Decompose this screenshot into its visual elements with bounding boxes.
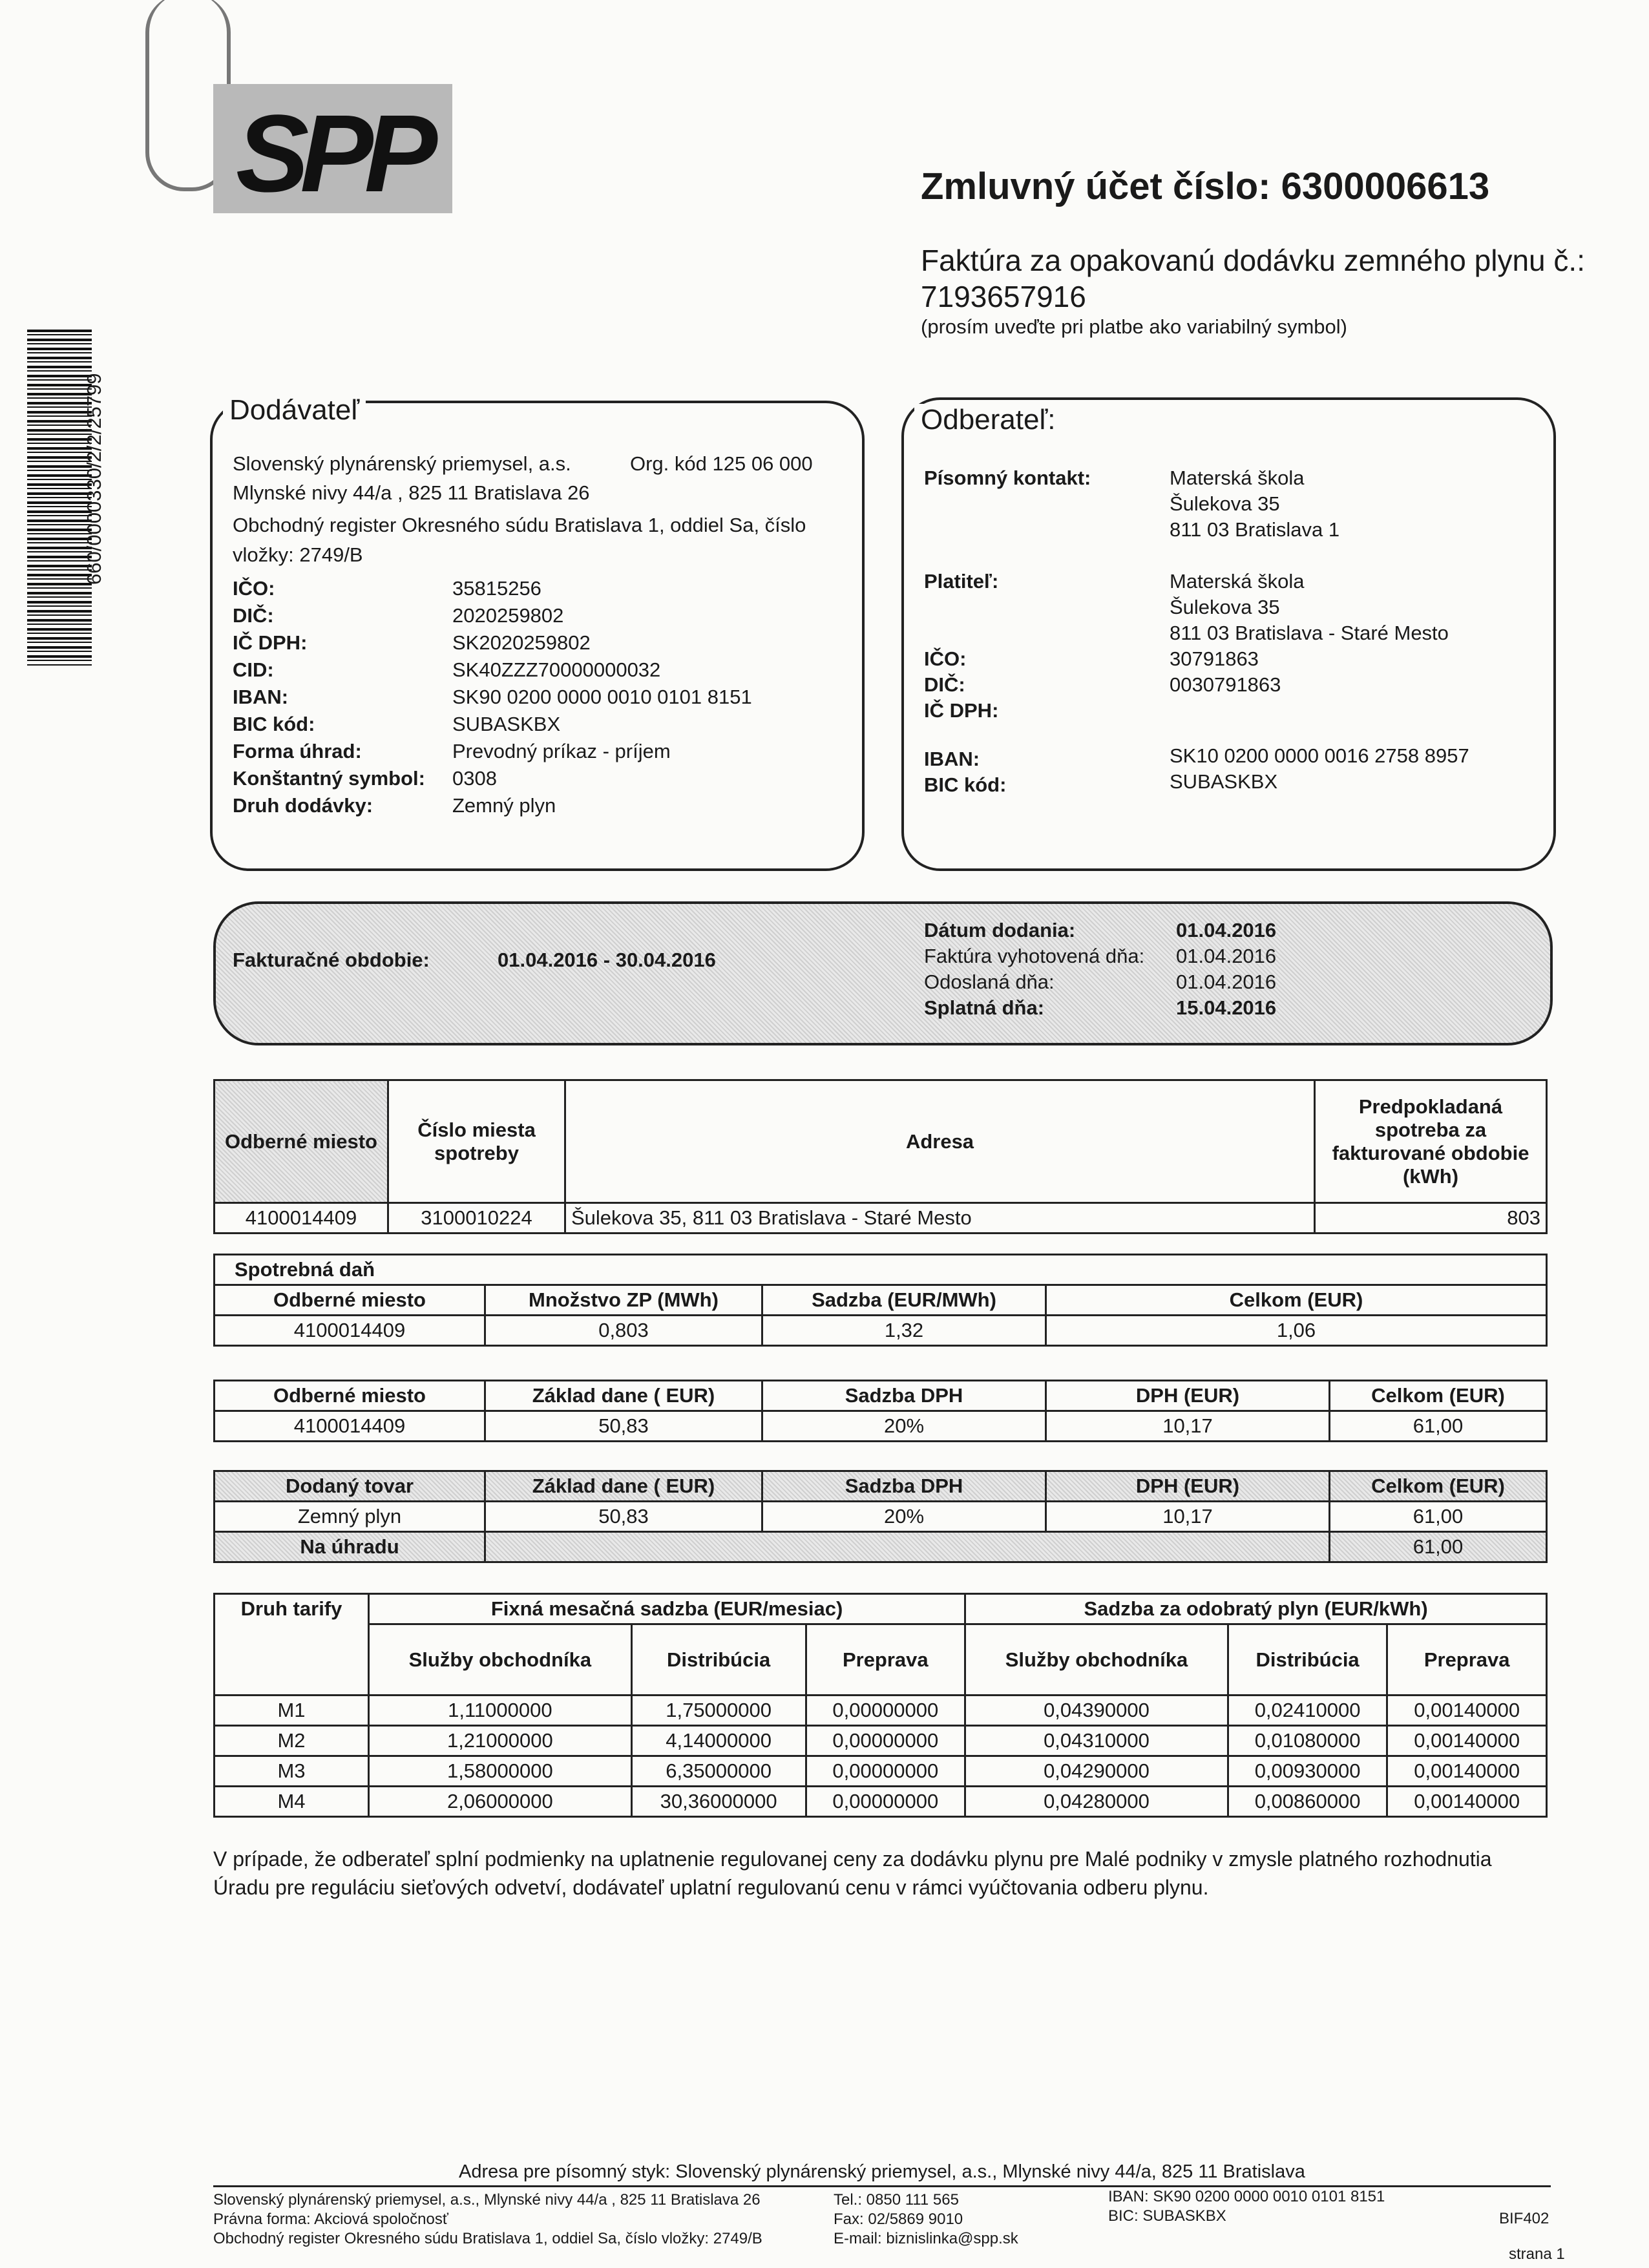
table-row: M1 1,11000000 1,75000000 0,00000000 0,04390000 0,02410000 0,00140000	[215, 1696, 1547, 1726]
table-cell: 0,803	[485, 1316, 762, 1346]
payer-label: Platiteľ:	[924, 570, 999, 593]
regulation-note: V prípade, že odberateľ splní podmienky na uplatnenie regulovanej ceny za dodávku plynu pre Malé podniky v zmysle platného rozhodnutia Úradu pre reguláciu sieťových odvetví, dodávateľ uplatní regulovanú cenu v rámci vyúčtovania odberu plynu.	[213, 1847, 1492, 1899]
table-cell: 10,17	[1046, 1411, 1330, 1442]
table-cell: 61,00	[1330, 1411, 1547, 1442]
table-row: M4 2,06000000 30,36000000 0,00000000 0,04280000 0,00860000 0,00140000	[215, 1787, 1547, 1817]
tariff-table	[213, 1593, 1548, 1818]
supplier-fields	[233, 575, 752, 819]
table-cell: 4100014409	[215, 1316, 485, 1346]
table-cell: Šulekova 35, 811 03 Bratislava - Staré Mesto	[565, 1203, 1315, 1234]
period-box	[213, 901, 1553, 1045]
supplier-heading: Dodávateľ	[223, 394, 366, 426]
sub-header: Preprava	[1387, 1624, 1547, 1696]
vat-table	[213, 1380, 1548, 1442]
payer-lines: Materská škola Šulekova 35 811 03 Bratislava - Staré Mesto 30791863 0030791863	[1170, 570, 1449, 696]
spp-logo: SPP	[213, 84, 452, 213]
total-label: Na úhradu	[215, 1532, 485, 1562]
supplier-name: Slovenský plynárenský priemysel, a.s.	[233, 452, 571, 475]
group-header: Sadzba za odobratý plyn (EUR/kWh)	[965, 1594, 1547, 1624]
customer-bank-values: SK10 0200 0000 0016 2758 8957 SUBASKBX	[1170, 744, 1469, 793]
col-header: Základ dane ( EUR)	[485, 1471, 762, 1502]
col-header: Odberné miesto	[215, 1285, 485, 1316]
footer-contact: Tel.: 0850 111 565 Fax: 02/5869 9010 E-mail: biznislinka@spp.sk	[834, 2191, 1018, 2247]
col-header: Dodaný tovar	[215, 1471, 485, 1502]
col-header: Odberné miesto	[215, 1080, 388, 1203]
table-cell: 4100014409	[215, 1411, 485, 1442]
customer-heading: Odberateľ:	[914, 404, 1062, 436]
supplier-field: BIC kód: SUBASKBX	[233, 713, 561, 735]
col-header: Základ dane ( EUR)	[485, 1381, 762, 1411]
col-header: Sadzba DPH	[762, 1381, 1046, 1411]
col-header: Adresa	[565, 1080, 1315, 1203]
customer-bank-labels: IBAN: BIC kód:	[924, 748, 1007, 796]
col-header: Celkom (EUR)	[1046, 1285, 1547, 1316]
table-cell: 1,32	[762, 1316, 1046, 1346]
footer-company: Slovenský plynárenský priemysel, a.s., Mlynské nivy 44/a , 825 11 Bratislava 26 Právna forma: Akciová spoločnosť Obchodný register Okresného súdu Bratislava 1, oddiel Sa, číslo vložky: 2749/B	[213, 2191, 762, 2247]
total-value: 61,00	[1330, 1532, 1547, 1562]
table-cell: 50,83	[485, 1411, 762, 1442]
footer-code: BIF402	[1499, 2210, 1549, 2227]
goods-table	[213, 1470, 1548, 1563]
supplier-register: Obchodný register Okresného súdu Bratislava 1, oddiel Sa, číslo vložky: 2749/B	[233, 514, 806, 566]
period-dates: Dátum dodania: 01.04.2016 Faktúra vyhotovená dňa: 01.04.2016 Odoslaná dňa: 01.04.2016 Splatná dňa: 15.04.2016	[924, 919, 1277, 1019]
table-row: M3 1,58000000 6,35000000 0,00000000 0,04290000 0,00930000 0,00140000	[215, 1756, 1547, 1787]
sub-header: Služby obchodníka	[369, 1624, 632, 1696]
col-header: Celkom (EUR)	[1330, 1381, 1547, 1411]
table-cell: 10,17	[1046, 1502, 1330, 1532]
col-header: DPH (EUR)	[1046, 1381, 1330, 1411]
table-cell: 61,00	[1330, 1502, 1547, 1532]
table-cell: 803	[1315, 1203, 1547, 1234]
sub-header: Distribúcia	[1228, 1624, 1387, 1696]
excise-title: Spotrebná daň	[215, 1255, 1547, 1285]
supplier-field: DIČ: 2020259802	[233, 604, 564, 627]
col-header: Druh tarify	[215, 1594, 369, 1696]
account-number-title: Zmluvný účet číslo: 6300006613	[921, 165, 1490, 207]
excise-table	[213, 1254, 1548, 1347]
col-header: Množstvo ZP (MWh)	[485, 1285, 762, 1316]
table-cell: 20%	[762, 1502, 1046, 1532]
contact-label: Písomný kontakt:	[924, 467, 1091, 489]
footer-bank: IBAN: SK90 0200 0000 0010 0101 8151 BIC: SUBASKBX	[1108, 2188, 1385, 2225]
col-header: Predpokladaná spotreba za fakturované obdobie (kWh)	[1315, 1080, 1547, 1203]
supplier-field: Forma úhrad: Prevodný príkaz - príjem	[233, 740, 671, 762]
table-row: M2 1,21000000 4,14000000 0,00000000 0,04310000 0,01080000 0,00140000	[215, 1726, 1547, 1756]
col-header: DPH (EUR)	[1046, 1471, 1330, 1502]
period-label: Fakturačné obdobie:	[233, 949, 430, 971]
supplier-field: IBAN: SK90 0200 0000 0010 0101 8151	[233, 686, 752, 708]
supplier-field: CID: SK40ZZZ70000000032	[233, 658, 661, 681]
col-header: Celkom (EUR)	[1330, 1471, 1547, 1502]
side-code: 660/0000330/2/2/25799	[83, 373, 105, 585]
supplier-field: Druh dodávky: Zemný plyn	[233, 794, 556, 817]
supplier-org: Org. kód 125 06 000	[630, 452, 813, 475]
col-header: Odberné miesto	[215, 1381, 485, 1411]
page-number: strana 1	[1509, 2245, 1565, 2263]
table-cell: Zemný plyn	[215, 1502, 485, 1532]
supplier-field: IČO: 35815256	[233, 577, 541, 600]
table-cell: 4100014409	[215, 1203, 388, 1234]
consumption-table	[213, 1079, 1548, 1234]
col-header: Sadzba DPH	[762, 1471, 1046, 1502]
contact-lines: Materská škola Šulekova 35 811 03 Bratislava 1	[1170, 467, 1340, 541]
period-value: 01.04.2016 - 30.04.2016	[498, 949, 716, 971]
group-header: Fixná mesačná sadzba (EUR/mesiac)	[369, 1594, 965, 1624]
table-cell: 3100010224	[388, 1203, 565, 1234]
supplier-field: IČ DPH: SK2020259802	[233, 631, 591, 654]
table-cell: 1,06	[1046, 1316, 1547, 1346]
col-header: Sadzba (EUR/MWh)	[762, 1285, 1046, 1316]
variable-symbol-note: (prosím uveďte pri platbe ako variabilný symbol)	[921, 315, 1347, 338]
table-cell: 50,83	[485, 1502, 762, 1532]
barcode	[27, 330, 92, 666]
invoice-subtitle: Faktúra za opakovanú dodávku zemného plynu č.: 7193657916	[921, 244, 1585, 313]
sub-header: Služby obchodníka	[965, 1624, 1228, 1696]
table-cell: 20%	[762, 1411, 1046, 1442]
supplier-address: Mlynské nivy 44/a , 825 11 Bratislava 26	[233, 481, 590, 504]
supplier-field: Konštantný symbol: 0308	[233, 767, 497, 790]
sub-header: Distribúcia	[631, 1624, 806, 1696]
sub-header: Preprava	[806, 1624, 965, 1696]
footer-mail-address: Adresa pre písomný styk: Slovenský plynárenský priemysel, a.s., Mlynské nivy 44/a, 825 11 Bratislava	[459, 2161, 1305, 2182]
customer-id-labels: IČO: DIČ: IČ DPH:	[924, 647, 999, 722]
col-header: Číslo miesta spotreby	[388, 1080, 565, 1203]
